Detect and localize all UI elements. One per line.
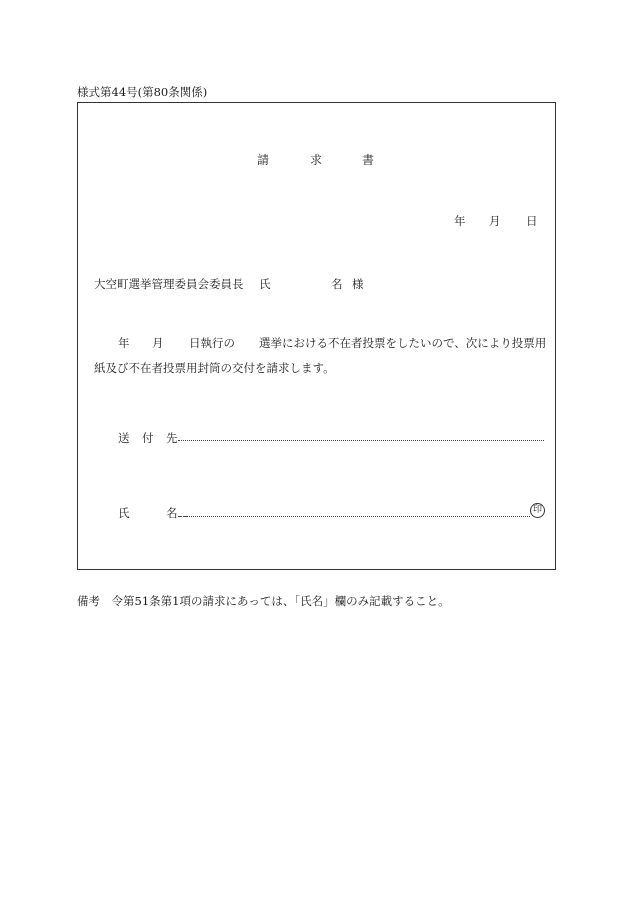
date-year-label: 年 [454, 214, 466, 228]
name-label-2: 名 [166, 506, 178, 520]
addressee-shi: 氏 [259, 277, 271, 291]
title-char-2: 求 [310, 153, 323, 167]
seal-icon: 印 [530, 503, 545, 518]
form-number: 様式第44号(第80条関係) [77, 85, 208, 99]
name-field-line[interactable] [184, 516, 530, 517]
addressee-mei: 名 [331, 277, 343, 291]
body-month-label: 月 [152, 336, 164, 350]
body-line-1: 選挙における不在者投票をしたいので、次により投票用 [259, 336, 547, 350]
remarks-note: 備考 令第51条第1項の請求にあっては、「氏名」欄のみ記載すること。 [77, 594, 450, 608]
destination-label-1: 送 [118, 431, 130, 445]
body-day-exec: 日執行の [189, 336, 235, 350]
title-char-3: 書 [362, 153, 375, 167]
date-month-label: 月 [489, 214, 501, 228]
name-dash-1 [178, 516, 182, 517]
destination-field-line[interactable] [178, 440, 544, 441]
body-year-label: 年 [118, 336, 130, 350]
title-char-1: 請 [257, 153, 270, 167]
addressee-sama: 様 [352, 277, 364, 291]
date-day-label: 日 [526, 214, 538, 228]
destination-label-2: 付 [142, 431, 154, 445]
destination-label-3: 先 [166, 431, 178, 445]
name-label-1: 氏 [118, 506, 130, 520]
body-line-2: 紙及び不在者投票用封筒の交付を請求します。 [94, 361, 335, 375]
addressee-title: 大空町選挙管理委員会委員長 [94, 277, 244, 291]
